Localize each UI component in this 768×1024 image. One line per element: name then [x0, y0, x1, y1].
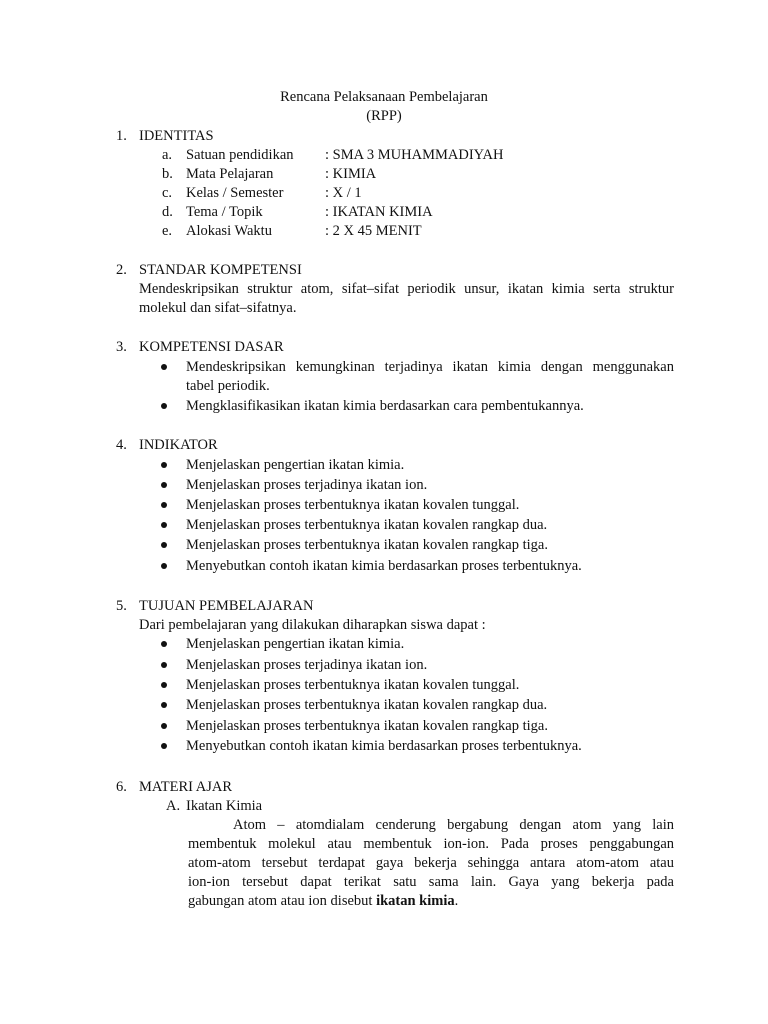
- bullet-icon: [161, 743, 167, 749]
- list-item: Menjelaskan proses terbentuknya ikatan kovalen rangkap tiga.: [186, 718, 548, 734]
- subsection-letter: A.: [166, 798, 181, 814]
- field-label: Satuan pendidikan: [186, 147, 294, 163]
- paragraph-line: Atom – atomdialam cenderung bergabung dengan atom yang lain: [233, 817, 674, 833]
- field-label: Alokasi Waktu: [186, 223, 272, 239]
- list-item: Menjelaskan proses terbentuknya ikatan kovalen tunggal.: [186, 497, 520, 513]
- list-item: Menjelaskan proses terbentuknya ikatan kovalen rangkap dua.: [186, 517, 548, 533]
- bullet-icon: [161, 682, 167, 688]
- section-heading: TUJUAN PEMBELAJARAN: [139, 598, 314, 614]
- list-item: Menyebutkan contoh ikatan kimia berdasarkan proses terbentuknya.: [186, 738, 582, 754]
- bullet-icon: [161, 641, 167, 647]
- bullet-icon: [161, 462, 167, 468]
- bullet-icon: [161, 482, 167, 488]
- item-letter: a.: [162, 147, 173, 163]
- bullet-icon: [161, 662, 167, 668]
- field-value: : 2 X 45 MENIT: [325, 223, 422, 239]
- list-item: Mengklasifikasikan ikatan kimia berdasarkan cara pembentukannya.: [186, 398, 584, 414]
- item-letter: b.: [162, 166, 173, 182]
- bullet-icon: [161, 364, 167, 370]
- paragraph-line: molekul dan sifat–sifatnya.: [139, 300, 297, 316]
- paragraph-text: gabungan atom atau ion disebut: [188, 893, 377, 909]
- field-label: Tema / Topik: [186, 204, 263, 220]
- list-item: Menjelaskan pengertian ikatan kimia.: [186, 636, 405, 652]
- section-number: 4.: [116, 437, 127, 453]
- bullet-icon: [161, 563, 167, 569]
- section-heading: KOMPETENSI DASAR: [139, 339, 284, 355]
- section-number: 5.: [116, 598, 127, 614]
- document-subtitle: (RPP): [366, 108, 402, 124]
- section-number: 2.: [116, 262, 127, 278]
- section-heading: INDIKATOR: [139, 437, 218, 453]
- paragraph-line: membentuk molekul atau membentuk ion-ion. Pada proses penggabungan: [188, 836, 674, 852]
- list-item: Menjelaskan pengertian ikatan kimia.: [186, 457, 405, 473]
- section-number: 6.: [116, 779, 127, 795]
- item-letter: c.: [162, 185, 173, 201]
- list-item: Menyebutkan contoh ikatan kimia berdasarkan proses terbentuknya.: [186, 558, 582, 574]
- paragraph-line: [188, 891, 458, 911]
- list-item-continuation: tabel periodik.: [186, 378, 270, 394]
- list-item: Menjelaskan proses terbentuknya ikatan kovalen rangkap tiga.: [186, 537, 548, 553]
- field-value: : IKATAN KIMIA: [325, 204, 433, 220]
- bullet-icon: [161, 502, 167, 508]
- paragraph-line: ion-ion tersebut dapat terikat satu sama lain. Gaya yang bekerja pada: [188, 874, 674, 890]
- intro-text: Dari pembelajaran yang dilakukan diharapkan siswa dapat :: [139, 617, 486, 633]
- field-label: Kelas / Semester: [186, 185, 284, 201]
- bullet-icon: [161, 403, 167, 409]
- bold-term: ikatan kimia: [376, 893, 455, 909]
- paragraph-line: Mendeskripsikan struktur atom, sifat–sifat periodik unsur, ikatan kimia serta struktur: [139, 281, 674, 297]
- section-heading: STANDAR KOMPETENSI: [139, 262, 302, 278]
- subsection-heading: Ikatan Kimia: [186, 798, 263, 814]
- paragraph-text: .: [454, 893, 459, 909]
- list-item: Mendeskripsikan kemungkinan terjadinya ikatan kimia dengan menggunakan: [186, 359, 674, 375]
- paragraph-line: atom-atom tersebut terdapat gaya bekerja sehingga antara atom-atom atau: [188, 855, 674, 871]
- section-number: 3.: [116, 339, 127, 355]
- bullet-icon: [161, 542, 167, 548]
- field-value: : KIMIA: [325, 166, 377, 182]
- field-label: Mata Pelajaran: [186, 166, 274, 182]
- bullet-icon: [161, 702, 167, 708]
- item-letter: d.: [162, 204, 173, 220]
- field-value: : SMA 3 MUHAMMADIYAH: [325, 147, 504, 163]
- document-title: Rencana Pelaksanaan Pembelajaran: [280, 89, 488, 105]
- list-item: Menjelaskan proses terbentuknya ikatan kovalen rangkap dua.: [186, 697, 548, 713]
- list-item: Menjelaskan proses terbentuknya ikatan kovalen tunggal.: [186, 677, 520, 693]
- section-heading: MATERI AJAR: [139, 779, 233, 795]
- item-letter: e.: [162, 223, 173, 239]
- section-number: 1.: [116, 128, 127, 144]
- section-heading: IDENTITAS: [139, 128, 214, 144]
- list-item: Menjelaskan proses terjadinya ikatan ion.: [186, 477, 428, 493]
- list-item: Menjelaskan proses terjadinya ikatan ion.: [186, 657, 428, 673]
- bullet-icon: [161, 723, 167, 729]
- bullet-icon: [161, 522, 167, 528]
- field-value: : X / 1: [325, 185, 362, 201]
